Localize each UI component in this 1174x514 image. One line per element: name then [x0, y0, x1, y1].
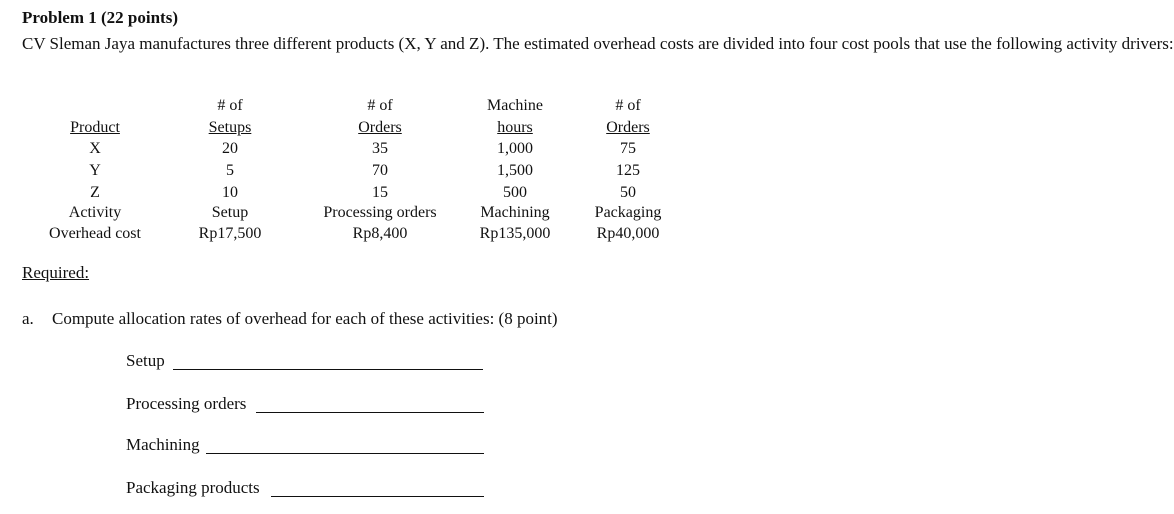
overhead-label: Overhead cost [49, 225, 141, 242]
answer-label-setup: Setup [126, 351, 165, 370]
answer-label-machining: Machining [126, 435, 200, 454]
table-cell-pack: 75 [620, 140, 636, 157]
table-cell-orders: 70 [372, 162, 388, 179]
table-row-product: Y [89, 162, 101, 179]
overhead-pack: Rp40,000 [596, 225, 660, 242]
header-orders-top: # of [367, 97, 393, 114]
question-a-label: a. [22, 309, 34, 328]
overhead-machine: Rp135,000 [479, 225, 551, 242]
header-product: Product [70, 119, 120, 136]
table-cell-setups: 5 [226, 162, 234, 179]
required-heading: Required: [22, 263, 90, 282]
table-cell-machine: 1,500 [497, 162, 533, 179]
table-cell-orders: 35 [372, 140, 388, 157]
table-cell-pack: 50 [620, 184, 636, 201]
header-setups: Setups [208, 119, 252, 136]
table-cell-setups: 10 [222, 184, 238, 201]
header-orders: Orders [358, 119, 402, 136]
answer-blank-machining[interactable] [206, 453, 484, 454]
problem-title: Problem 1 (22 points) [22, 8, 178, 27]
table-cell-orders: 15 [372, 184, 388, 201]
table-cell-setups: 20 [222, 140, 238, 157]
question-a-text: Compute allocation rates of overhead for each of these activities: (8 point) [52, 309, 558, 328]
activity-orders: Processing orders [323, 204, 437, 221]
overhead-setups: Rp17,500 [198, 225, 262, 242]
table-cell-pack: 125 [616, 162, 640, 179]
table-cell-machine: 500 [503, 184, 527, 201]
header-pack-top: # of [615, 97, 641, 114]
header-machine-top: Machine [487, 97, 543, 114]
header-setups-top: # of [217, 97, 243, 114]
answer-blank-processing[interactable] [256, 412, 484, 413]
activity-machine: Machining [480, 204, 550, 221]
answer-blank-packaging[interactable] [271, 496, 484, 497]
overhead-orders: Rp8,400 [352, 225, 408, 242]
table-row-product: Z [90, 184, 100, 201]
answer-blank-setup[interactable] [173, 369, 483, 370]
header-machine: hours [497, 119, 533, 136]
activity-setups: Setup [211, 204, 249, 221]
activity-label: Activity [68, 204, 122, 221]
answer-label-processing: Processing orders [126, 394, 247, 413]
problem-intro: CV Sleman Jaya manufactures three different products (X, Y and Z). The estimated overhead costs are divided into four cost pools that use the following activity drivers: [22, 34, 1174, 53]
table-row-product: X [89, 140, 101, 157]
answer-label-packaging: Packaging products [126, 478, 260, 497]
activity-pack: Packaging [594, 204, 662, 221]
header-pack: Orders [606, 119, 650, 136]
table-cell-machine: 1,000 [497, 140, 533, 157]
